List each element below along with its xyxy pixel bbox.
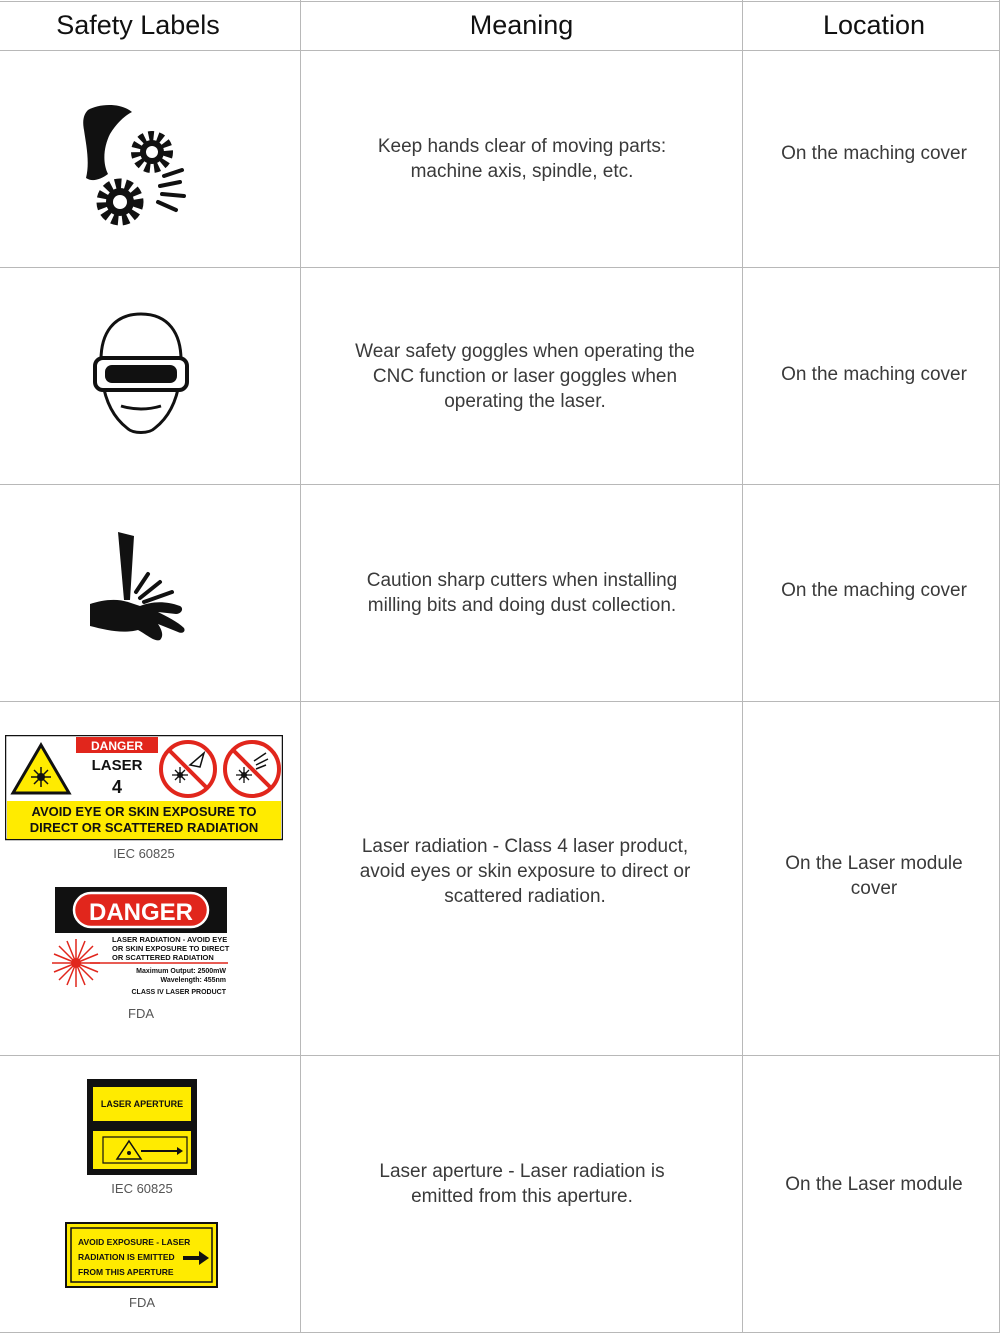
row-2-meaning: Wear safety goggles when operating the CNC function or laser goggles when operating the laser. [355,340,695,412]
sharp-cutter-icon [88,530,190,645]
iec-class-text: 4 [111,777,123,797]
table-border-bottom [0,1332,1000,1333]
no-skin-icon [225,742,279,796]
iec-danger-text: DANGER [90,739,144,753]
header-safety-labels: Safety Labels [56,9,220,40]
fda-text-2: OR SKIN EXPOSURE TO DIRECT [112,944,230,953]
iec-laser-line1: AVOID EYE OR SKIN EXPOSURE TO [31,804,257,819]
row-2-location: On the maching cover [781,363,967,385]
iec-laser-caption: IEC 60825 [113,846,175,861]
fda-aperture-text-1: AVOID EXPOSURE - LASER [78,1237,191,1247]
header-meaning: Meaning [469,9,574,40]
safety-goggles-icon [93,310,189,440]
laser-aperture-icon [87,1079,197,1175]
fda-aperture-text-2: RADIATION IS EMITTED [78,1252,175,1262]
iec-laser-line2: DIRECT OR SCATTERED RADIATION [29,820,259,835]
fda-text-5: Wavelength: 455nm [160,977,226,984]
no-viewing-icon [161,742,215,796]
aperture-text: LASER APERTURE [100,1099,184,1109]
fda-danger-text: DANGER [88,899,194,926]
row-4-meaning: Laser radiation - Class 4 laser product, avoid eyes or skin exposure to direct or scattered radiation. [359,835,691,907]
fda-danger-label [50,887,230,999]
fda-text-4: Maximum Output: 2500mW [136,968,226,975]
fda-text-1: LASER RADIATION - AVOID EYE [112,935,228,944]
row-5-meaning: Laser aperture - Laser radiation is emitted from this aperture. [379,1161,665,1207]
laser-starburst-icon [31,767,51,787]
row-1-location: On the maching cover [781,142,967,164]
row-4-location: On the Laser module cover [785,853,963,899]
fda-aperture-text-3: FROM THIS APERTURE [78,1267,174,1277]
row-5-location: On the Laser module [785,1173,963,1195]
column-divider [300,0,301,1333]
fda-text-3: OR SCATTERED RADIATION [112,953,214,962]
row-1-meaning: Keep hands clear of moving parts: machine axis, spindle, etc. [377,136,667,182]
row-3-location: On the maching cover [781,579,967,601]
laser-warning-icon [5,735,283,841]
fda-text-6: CLASS IV LASER PRODUCT [131,989,226,996]
hand-gears-icon [80,100,195,232]
iec-laser-text: LASER [91,757,143,774]
row-3-meaning: Caution sharp cutters when installing milling bits and doing dust collection. [366,570,678,616]
header-location: Location [822,9,926,40]
fda-laser-caption: FDA [128,1006,154,1021]
iec-aperture-caption: IEC 60825 [111,1181,173,1196]
fda-aperture-label [65,1222,218,1288]
fda-aperture-caption: FDA [129,1295,155,1310]
